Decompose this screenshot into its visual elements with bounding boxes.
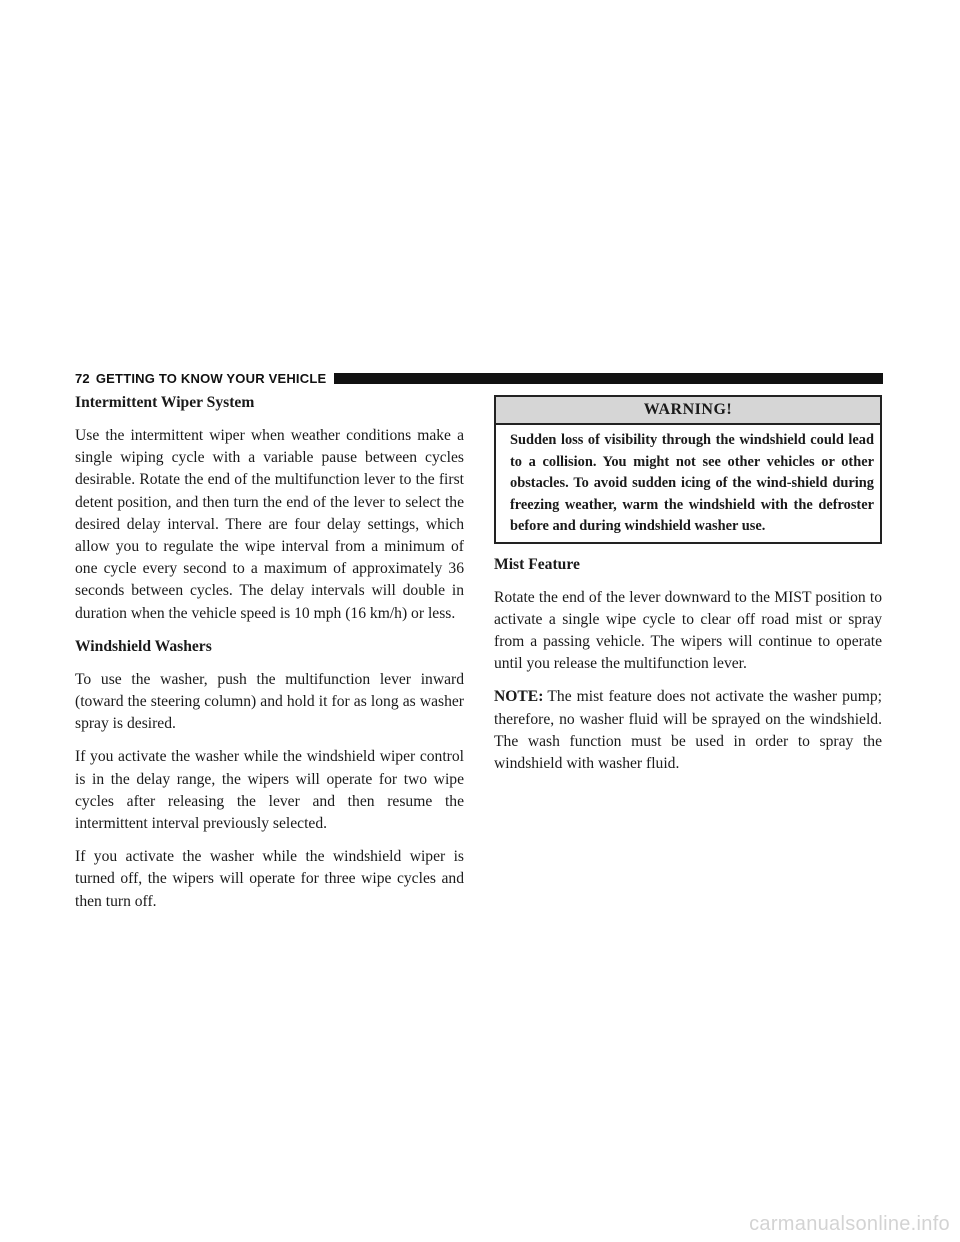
left-column [75, 392, 464, 924]
note-label: NOTE: [494, 688, 544, 706]
washers-paragraph-1: To use the washer, push the multifunction lever inward (toward the steering column) and hold it for as long as washer spray is desired. [75, 670, 464, 733]
warning-box [494, 395, 882, 544]
page-header [75, 371, 883, 385]
section-title: GETTING TO KNOW YOUR VEHICLE [95, 370, 327, 386]
page-number: 72 [75, 370, 90, 386]
note-paragraph [494, 686, 882, 775]
right-column [494, 392, 882, 786]
warning-text: Sudden loss of visibility through the windshield could lead to a collision. You might not see other vehicles or other obstacles. To avoid sudden icing of the wind-shield during freezing weather, warm the windshield with the defroster before and during windshield washer use. [510, 432, 874, 534]
note-text: The mist feature does not activate the washer pump; therefore, no washer fluid will be sprayed on the windshield. The wash function must be used in order to spray the windshield with washer fluid. [494, 688, 882, 772]
mist-feature-heading: Mist Feature [494, 555, 580, 573]
washers-paragraph-3: If you activate the washer while the windshield wiper is turned off, the wipers will operate for three wipe cycles and then turn off. [75, 848, 464, 910]
mist-feature-paragraph: Rotate the end of the lever downward to the MIST position to activate a single wipe cycle to clear off road mist or spray from a passing vehicle. The wipers will continue to operate until you release the multifunction lever. [494, 588, 882, 673]
intermittent-wiper-paragraph: Use the intermittent wiper when weather conditions make a single wiping cycle with a variable pause between cycles desirable. Rotate the end of the multifunction lever to the first detent position, and then turn the end of the lever to select the desired delay interval. There are four delay settings, which allow you to regulate the wipe interval from a minimum of one cycle every second to a maximum of approximately 36 seconds between cycles. The delay intervals will double in duration when the vehicle speed is 10 mph (16 km/h) or less. [75, 427, 464, 622]
warning-title: WARNING! [496, 397, 880, 425]
header-rule [334, 373, 883, 384]
watermark: carmanualsonline.info [749, 1213, 950, 1235]
washers-paragraph-2: If you activate the washer while the windshield wiper control is in the delay range, the wipers will operate for two wipe cycles after releasing the lever and then resume the intermittent interval previously selected. [75, 748, 464, 833]
intermittent-wiper-heading: Intermittent Wiper System [75, 394, 255, 411]
windshield-washers-heading: Windshield Washers [75, 637, 212, 655]
